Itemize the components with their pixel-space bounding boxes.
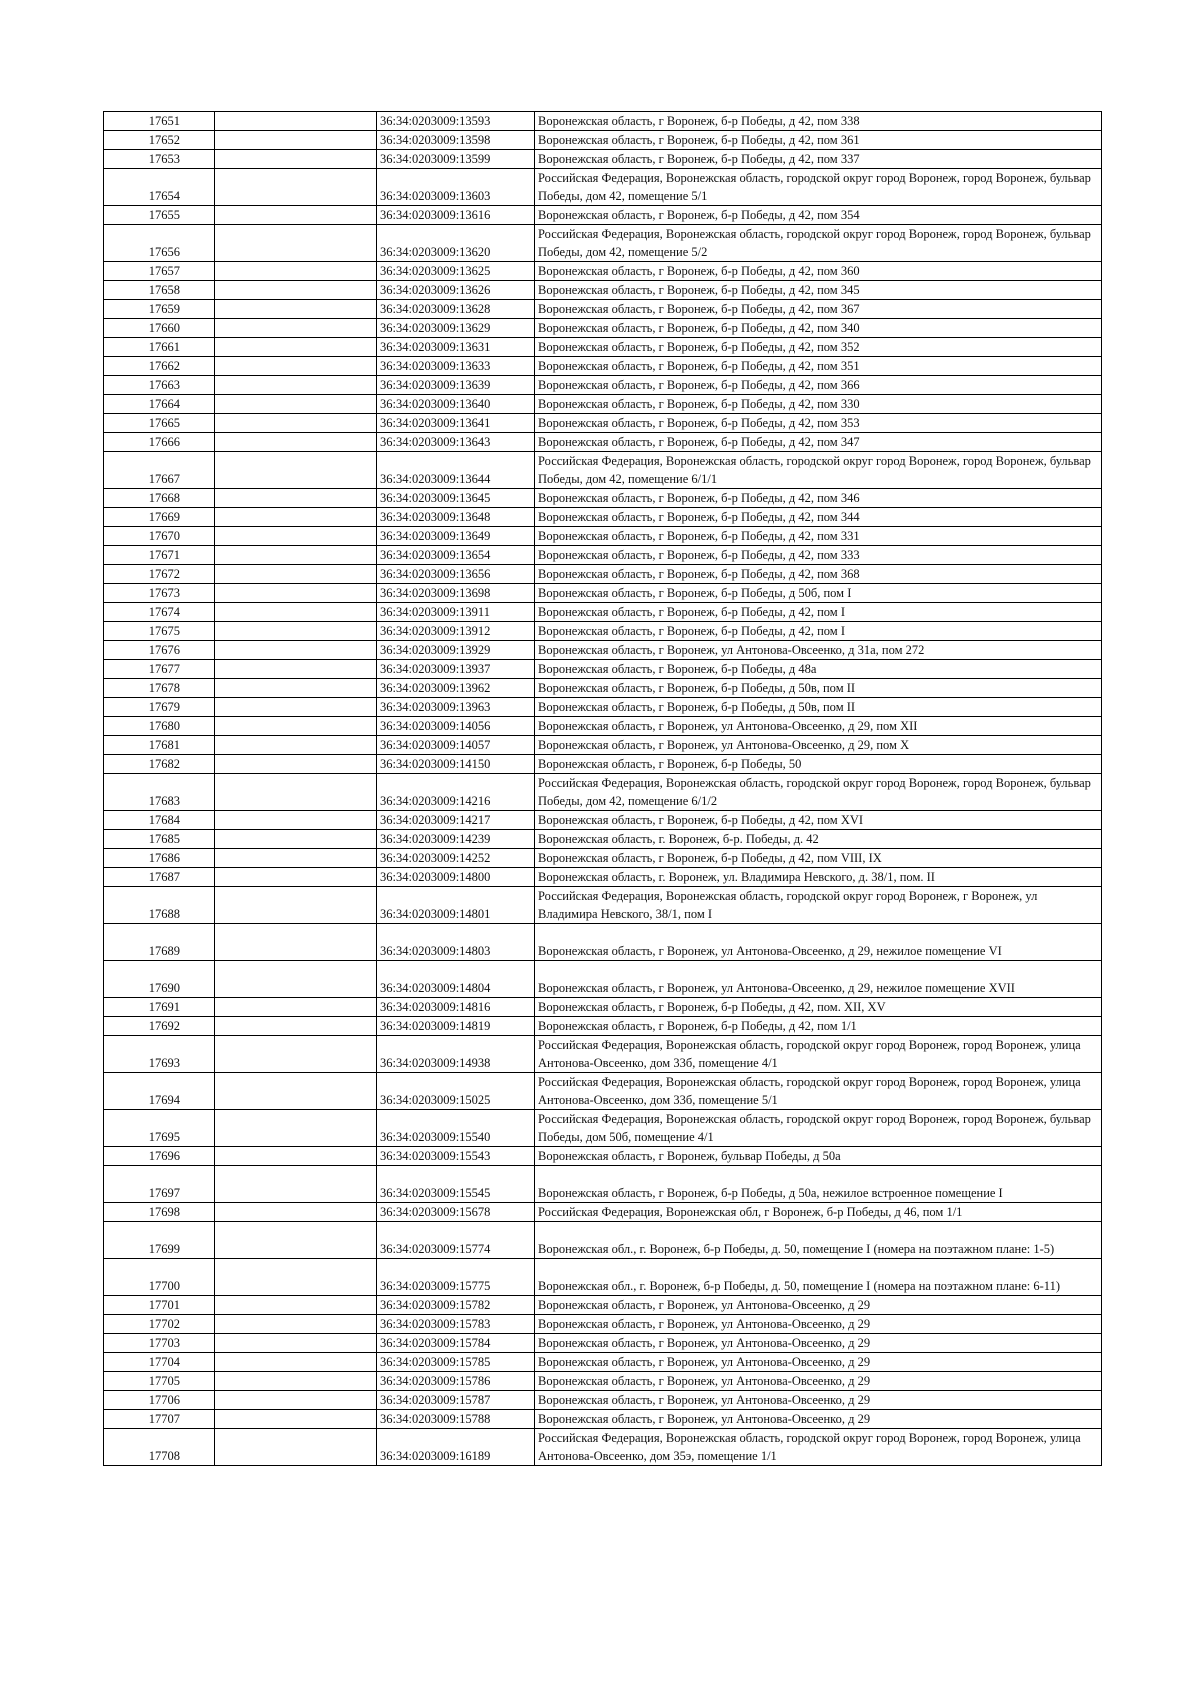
cadastral-number-cell: 36:34:0203009:14217 [377, 811, 535, 830]
cadastral-number-cell: 36:34:0203009:13625 [377, 262, 535, 281]
row-number-cell: 17666 [104, 433, 215, 452]
cadastral-number-cell: 36:34:0203009:13649 [377, 527, 535, 546]
empty-cell [215, 206, 377, 225]
cadastral-number-cell: 36:34:0203009:13645 [377, 489, 535, 508]
address-cell: Воронежская область, г Воронеж, бульвар Победы, д 50а [535, 1147, 1102, 1166]
row-number-cell: 17694 [104, 1073, 215, 1110]
cadastral-number-cell: 36:34:0203009:15786 [377, 1372, 535, 1391]
table-row [104, 150, 1102, 169]
address-cell: Воронежская область, г Воронеж, б-р Победы, д 42, пом 340 [535, 319, 1102, 338]
table-row [104, 736, 1102, 755]
cadastral-number-cell: 36:34:0203009:13639 [377, 376, 535, 395]
row-number-cell: 17653 [104, 150, 215, 169]
table-row [104, 830, 1102, 849]
address-cell: Воронежская область, г Воронеж, б-р Победы, д 48а [535, 660, 1102, 679]
cadastral-number-cell: 36:34:0203009:13628 [377, 300, 535, 319]
table-row [104, 924, 1102, 961]
cadastral-number-cell: 36:34:0203009:13603 [377, 169, 535, 206]
table-row [104, 1036, 1102, 1073]
address-cell: Воронежская область, г Воронеж, б-р Победы, д 42, пом 353 [535, 414, 1102, 433]
table-row [104, 1391, 1102, 1410]
row-number-cell: 17659 [104, 300, 215, 319]
empty-cell [215, 811, 377, 830]
row-number-cell: 17683 [104, 774, 215, 811]
cadastral-number-cell: 36:34:0203009:13937 [377, 660, 535, 679]
empty-cell [215, 774, 377, 811]
table-row [104, 262, 1102, 281]
address-cell: Воронежская область, г Воронеж, б-р Победы, д 42, пом 337 [535, 150, 1102, 169]
empty-cell [215, 225, 377, 262]
cadastral-number-cell: 36:34:0203009:13633 [377, 357, 535, 376]
empty-cell [215, 489, 377, 508]
cadastral-number-cell: 36:34:0203009:15787 [377, 1391, 535, 1410]
row-number-cell: 17655 [104, 206, 215, 225]
table-row [104, 452, 1102, 489]
address-cell: Российская Федерация, Воронежская область, городской округ город Воронеж, город Воронеж, улица Антонова-Овсеенко, дом 33б, помещение 4/1 [535, 1036, 1102, 1073]
empty-cell [215, 508, 377, 527]
row-number-cell: 17670 [104, 527, 215, 546]
address-cell: Воронежская область, г Воронеж, ул Антонова-Овсеенко, д 29 [535, 1391, 1102, 1410]
address-cell: Российская Федерация, Воронежская область, городской округ город Воронеж, город Воронеж, бульвар Победы, дом 42, помещение 6/1/2 [535, 774, 1102, 811]
cadastral-number-cell: 36:34:0203009:13631 [377, 338, 535, 357]
cadastral-number-cell: 36:34:0203009:14801 [377, 887, 535, 924]
row-number-cell: 17700 [104, 1259, 215, 1296]
row-number-cell: 17706 [104, 1391, 215, 1410]
empty-cell [215, 698, 377, 717]
cadastral-number-cell: 36:34:0203009:13962 [377, 679, 535, 698]
table-row [104, 1372, 1102, 1391]
row-number-cell: 17657 [104, 262, 215, 281]
address-cell: Воронежская область, г. Воронеж, б-р. Победы, д. 42 [535, 830, 1102, 849]
row-number-cell: 17685 [104, 830, 215, 849]
row-number-cell: 17667 [104, 452, 215, 489]
cadastral-number-cell: 36:34:0203009:13620 [377, 225, 535, 262]
address-cell: Воронежская область, г Воронеж, б-р Победы, д 42, пом 361 [535, 131, 1102, 150]
row-number-cell: 17703 [104, 1334, 215, 1353]
row-number-cell: 17665 [104, 414, 215, 433]
address-cell: Воронежская область, г Воронеж, ул Антонова-Овсеенко, д 29 [535, 1410, 1102, 1429]
table-row [104, 169, 1102, 206]
table-row [104, 1203, 1102, 1222]
cadastral-number-cell: 36:34:0203009:13644 [377, 452, 535, 489]
cadastral-number-cell: 36:34:0203009:14800 [377, 868, 535, 887]
table-row [104, 1017, 1102, 1036]
row-number-cell: 17656 [104, 225, 215, 262]
empty-cell [215, 338, 377, 357]
row-number-cell: 17681 [104, 736, 215, 755]
table-row [104, 660, 1102, 679]
address-cell: Воронежская обл., г. Воронеж, б-р Победы, д. 50, помещение I (номера на поэтажном плане: 6-11) [535, 1259, 1102, 1296]
empty-cell [215, 622, 377, 641]
address-cell: Воронежская область, г Воронеж, б-р Победы, д 42, пом. XII, XV [535, 998, 1102, 1017]
empty-cell [215, 527, 377, 546]
row-number-cell: 17686 [104, 849, 215, 868]
empty-cell [215, 736, 377, 755]
table-row [104, 1429, 1102, 1466]
address-cell: Воронежская область, г Воронеж, б-р Победы, д 50б, пом I [535, 584, 1102, 603]
address-cell: Российская Федерация, Воронежская область, городской округ город Воронеж, город Воронеж, бульвар Победы, дом 42, помещение 5/1 [535, 169, 1102, 206]
empty-cell [215, 924, 377, 961]
cadastral-number-cell: 36:34:0203009:15774 [377, 1222, 535, 1259]
empty-cell [215, 1296, 377, 1315]
cadastral-number-cell: 36:34:0203009:14938 [377, 1036, 535, 1073]
empty-cell [215, 414, 377, 433]
empty-cell [215, 961, 377, 998]
address-cell: Воронежская область, г Воронеж, б-р Победы, д 42, пом VIII, IX [535, 849, 1102, 868]
address-cell: Воронежская область, г Воронеж, ул Антонова-Овсеенко, д 29 [535, 1296, 1102, 1315]
address-cell: Воронежская область, г Воронеж, б-р Победы, д 50в, пом II [535, 679, 1102, 698]
table-row [104, 603, 1102, 622]
empty-cell [215, 1166, 377, 1203]
empty-cell [215, 1147, 377, 1166]
cadastral-number-cell: 36:34:0203009:13654 [377, 546, 535, 565]
row-number-cell: 17673 [104, 584, 215, 603]
table-row [104, 527, 1102, 546]
address-cell: Воронежская область, г Воронеж, б-р Победы, д 42, пом 351 [535, 357, 1102, 376]
row-number-cell: 17661 [104, 338, 215, 357]
address-cell: Воронежская область, г Воронеж, ул Антонова-Овсеенко, д 29, пом XII [535, 717, 1102, 736]
address-cell: Российская Федерация, Воронежская область, городской округ город Воронеж, город Воронеж, бульвар Победы, дом 42, помещение 6/1/1 [535, 452, 1102, 489]
table-row [104, 998, 1102, 1017]
empty-cell [215, 452, 377, 489]
address-cell: Воронежская область, г Воронеж, б-р Победы, д 42, пом 346 [535, 489, 1102, 508]
address-cell: Воронежская область, г Воронеж, б-р Победы, д 50а, нежилое встроенное помещение I [535, 1166, 1102, 1203]
empty-cell [215, 319, 377, 338]
empty-cell [215, 1036, 377, 1073]
table-row [104, 849, 1102, 868]
empty-cell [215, 1017, 377, 1036]
row-number-cell: 17674 [104, 603, 215, 622]
empty-cell [215, 830, 377, 849]
address-cell: Воронежская область, г Воронеж, б-р Победы, д 42, пом 367 [535, 300, 1102, 319]
address-cell: Воронежская область, г Воронеж, ул Антонова-Овсеенко, д 29 [535, 1315, 1102, 1334]
cadastral-number-cell: 36:34:0203009:15540 [377, 1110, 535, 1147]
table-row [104, 546, 1102, 565]
empty-cell [215, 1391, 377, 1410]
address-cell: Воронежская область, г Воронеж, б-р Победы, д 42, пом 366 [535, 376, 1102, 395]
row-number-cell: 17697 [104, 1166, 215, 1203]
registry-table-body [104, 112, 1102, 1466]
empty-cell [215, 433, 377, 452]
empty-cell [215, 169, 377, 206]
cadastral-number-cell: 36:34:0203009:13626 [377, 281, 535, 300]
row-number-cell: 17675 [104, 622, 215, 641]
row-number-cell: 17676 [104, 641, 215, 660]
address-cell: Воронежская область, г Воронеж, б-р Победы, д 42, пом 1/1 [535, 1017, 1102, 1036]
row-number-cell: 17664 [104, 395, 215, 414]
empty-cell [215, 1073, 377, 1110]
empty-cell [215, 262, 377, 281]
row-number-cell: 17698 [104, 1203, 215, 1222]
address-cell: Воронежская область, г Воронеж, б-р Победы, д 42, пом 344 [535, 508, 1102, 527]
row-number-cell: 17704 [104, 1353, 215, 1372]
empty-cell [215, 1372, 377, 1391]
cadastral-number-cell: 36:34:0203009:14150 [377, 755, 535, 774]
empty-cell [215, 1334, 377, 1353]
table-row [104, 281, 1102, 300]
row-number-cell: 17708 [104, 1429, 215, 1466]
address-cell: Воронежская область, г Воронеж, б-р Победы, 50 [535, 755, 1102, 774]
table-row [104, 774, 1102, 811]
table-row [104, 887, 1102, 924]
cadastral-number-cell: 36:34:0203009:13911 [377, 603, 535, 622]
table-row [104, 868, 1102, 887]
cadastral-number-cell: 36:34:0203009:15545 [377, 1166, 535, 1203]
table-row [104, 755, 1102, 774]
address-cell: Воронежская область, г Воронеж, б-р Победы, д 42, пом 331 [535, 527, 1102, 546]
row-number-cell: 17687 [104, 868, 215, 887]
row-number-cell: 17652 [104, 131, 215, 150]
table-row [104, 131, 1102, 150]
empty-cell [215, 1259, 377, 1296]
address-cell: Воронежская область, г Воронеж, ул Антонова-Овсеенко, д 29, нежилое помещение VI [535, 924, 1102, 961]
row-number-cell: 17654 [104, 169, 215, 206]
empty-cell [215, 660, 377, 679]
empty-cell [215, 603, 377, 622]
cadastral-number-cell: 36:34:0203009:13640 [377, 395, 535, 414]
table-row [104, 225, 1102, 262]
table-row [104, 300, 1102, 319]
row-number-cell: 17677 [104, 660, 215, 679]
address-cell: Воронежская область, г Воронеж, ул Антонова-Овсеенко, д 29, пом X [535, 736, 1102, 755]
cadastral-number-cell: 36:34:0203009:13593 [377, 112, 535, 131]
table-row [104, 508, 1102, 527]
empty-cell [215, 376, 377, 395]
cadastral-number-cell: 36:34:0203009:15788 [377, 1410, 535, 1429]
table-row [104, 584, 1102, 603]
empty-cell [215, 584, 377, 603]
cadastral-number-cell: 36:34:0203009:15543 [377, 1147, 535, 1166]
table-row [104, 1147, 1102, 1166]
row-number-cell: 17669 [104, 508, 215, 527]
row-number-cell: 17699 [104, 1222, 215, 1259]
empty-cell [215, 395, 377, 414]
empty-cell [215, 546, 377, 565]
cadastral-number-cell: 36:34:0203009:13912 [377, 622, 535, 641]
cadastral-number-cell: 36:34:0203009:15678 [377, 1203, 535, 1222]
table-row [104, 1110, 1102, 1147]
address-cell: Воронежская область, г Воронеж, ул Антонова-Овсеенко, д 29 [535, 1372, 1102, 1391]
row-number-cell: 17693 [104, 1036, 215, 1073]
row-number-cell: 17660 [104, 319, 215, 338]
empty-cell [215, 300, 377, 319]
empty-cell [215, 1410, 377, 1429]
empty-cell [215, 679, 377, 698]
empty-cell [215, 887, 377, 924]
table-row [104, 319, 1102, 338]
empty-cell [215, 641, 377, 660]
empty-cell [215, 998, 377, 1017]
address-cell: Воронежская область, г Воронеж, ул Антонова-Овсеенко, д 29 [535, 1334, 1102, 1353]
row-number-cell: 17692 [104, 1017, 215, 1036]
cadastral-number-cell: 36:34:0203009:13963 [377, 698, 535, 717]
cadastral-number-cell: 36:34:0203009:14056 [377, 717, 535, 736]
cadastral-number-cell: 36:34:0203009:15782 [377, 1296, 535, 1315]
empty-cell [215, 755, 377, 774]
table-row [104, 1166, 1102, 1203]
row-number-cell: 17682 [104, 755, 215, 774]
table-row [104, 622, 1102, 641]
address-cell: Воронежская область, г Воронеж, б-р Победы, д 42, пом 354 [535, 206, 1102, 225]
empty-cell [215, 1222, 377, 1259]
row-number-cell: 17671 [104, 546, 215, 565]
address-cell: Воронежская область, г Воронеж, б-р Победы, д 42, пом 347 [535, 433, 1102, 452]
cadastral-number-cell: 36:34:0203009:15025 [377, 1073, 535, 1110]
address-cell: Российская Федерация, Воронежская область, городской округ город Воронеж, город Воронеж, бульвар Победы, дом 42, помещение 5/2 [535, 225, 1102, 262]
table-row [104, 112, 1102, 131]
row-number-cell: 17707 [104, 1410, 215, 1429]
cadastral-number-cell: 36:34:0203009:13648 [377, 508, 535, 527]
address-cell: Воронежская область, г Воронеж, б-р Победы, д 42, пом I [535, 603, 1102, 622]
empty-cell [215, 1429, 377, 1466]
row-number-cell: 17695 [104, 1110, 215, 1147]
row-number-cell: 17679 [104, 698, 215, 717]
address-cell: Воронежская обл., г. Воронеж, б-р Победы, д. 50, помещение I (номера на поэтажном плане: 1-5) [535, 1222, 1102, 1259]
row-number-cell: 17705 [104, 1372, 215, 1391]
address-cell: Воронежская область, г Воронеж, б-р Победы, д 42, пом XVI [535, 811, 1102, 830]
row-number-cell: 17691 [104, 998, 215, 1017]
empty-cell [215, 1353, 377, 1372]
row-number-cell: 17651 [104, 112, 215, 131]
table-row [104, 1315, 1102, 1334]
empty-cell [215, 1203, 377, 1222]
cadastral-number-cell: 36:34:0203009:16189 [377, 1429, 535, 1466]
row-number-cell: 17684 [104, 811, 215, 830]
address-cell: Воронежская область, г Воронеж, б-р Победы, д 42, пом I [535, 622, 1102, 641]
empty-cell [215, 150, 377, 169]
cadastral-number-cell: 36:34:0203009:13616 [377, 206, 535, 225]
empty-cell [215, 849, 377, 868]
row-number-cell: 17689 [104, 924, 215, 961]
cadastral-number-cell: 36:34:0203009:13929 [377, 641, 535, 660]
address-cell: Воронежская область, г Воронеж, б-р Победы, д 42, пом 333 [535, 546, 1102, 565]
cadastral-number-cell: 36:34:0203009:13599 [377, 150, 535, 169]
address-cell: Российская Федерация, Воронежская область, городской округ город Воронеж, город Воронеж, улица Антонова-Овсеенко, дом 33б, помещение 5/1 [535, 1073, 1102, 1110]
empty-cell [215, 281, 377, 300]
table-row [104, 414, 1102, 433]
empty-cell [215, 1110, 377, 1147]
row-number-cell: 17702 [104, 1315, 215, 1334]
table-row [104, 376, 1102, 395]
cadastral-number-cell: 36:34:0203009:13698 [377, 584, 535, 603]
address-cell: Воронежская область, г Воронеж, ул Антонова-Овсеенко, д 29, нежилое помещение XVII [535, 961, 1102, 998]
empty-cell [215, 1315, 377, 1334]
address-cell: Российская Федерация, Воронежская область, городской округ город Воронеж, г Воронеж, ул Владимира Невского, 38/1, пом I [535, 887, 1102, 924]
cadastral-number-cell: 36:34:0203009:13629 [377, 319, 535, 338]
address-cell: Воронежская область, г. Воронеж, ул. Владимира Невского, д. 38/1, пом. II [535, 868, 1102, 887]
cadastral-number-cell: 36:34:0203009:13641 [377, 414, 535, 433]
empty-cell [215, 717, 377, 736]
cadastral-number-cell: 36:34:0203009:13656 [377, 565, 535, 584]
table-row [104, 811, 1102, 830]
row-number-cell: 17672 [104, 565, 215, 584]
cadastral-number-cell: 36:34:0203009:14252 [377, 849, 535, 868]
row-number-cell: 17668 [104, 489, 215, 508]
table-row [104, 1334, 1102, 1353]
cadastral-number-cell: 36:34:0203009:14804 [377, 961, 535, 998]
cadastral-number-cell: 36:34:0203009:15785 [377, 1353, 535, 1372]
cadastral-number-cell: 36:34:0203009:14216 [377, 774, 535, 811]
address-cell: Воронежская область, г Воронеж, б-р Победы, д 42, пом 360 [535, 262, 1102, 281]
cadastral-number-cell: 36:34:0203009:15784 [377, 1334, 535, 1353]
address-cell: Воронежская область, г Воронеж, б-р Победы, д 42, пом 368 [535, 565, 1102, 584]
row-number-cell: 17678 [104, 679, 215, 698]
row-number-cell: 17663 [104, 376, 215, 395]
address-cell: Воронежская область, г Воронеж, б-р Победы, д 50в, пом II [535, 698, 1102, 717]
address-cell: Воронежская область, г Воронеж, б-р Победы, д 42, пом 330 [535, 395, 1102, 414]
empty-cell [215, 131, 377, 150]
cadastral-number-cell: 36:34:0203009:15775 [377, 1259, 535, 1296]
row-number-cell: 17696 [104, 1147, 215, 1166]
table-row [104, 565, 1102, 584]
address-cell: Российская Федерация, Воронежская обл, г Воронеж, б-р Победы, д 46, пом 1/1 [535, 1203, 1102, 1222]
cadastral-number-cell: 36:34:0203009:14239 [377, 830, 535, 849]
cadastral-number-cell: 36:34:0203009:13598 [377, 131, 535, 150]
table-row [104, 641, 1102, 660]
cadastral-number-cell: 36:34:0203009:13643 [377, 433, 535, 452]
table-row [104, 1073, 1102, 1110]
table-row [104, 1410, 1102, 1429]
table-row [104, 1296, 1102, 1315]
table-row [104, 489, 1102, 508]
cadastral-registry-table [103, 111, 1102, 1466]
empty-cell [215, 565, 377, 584]
cadastral-number-cell: 36:34:0203009:15783 [377, 1315, 535, 1334]
address-cell: Российская Федерация, Воронежская область, городской округ город Воронеж, город Воронеж, бульвар Победы, дом 50б, помещение 4/1 [535, 1110, 1102, 1147]
table-row [104, 1259, 1102, 1296]
address-cell: Воронежская область, г Воронеж, б-р Победы, д 42, пом 345 [535, 281, 1102, 300]
cadastral-number-cell: 36:34:0203009:14803 [377, 924, 535, 961]
table-row [104, 433, 1102, 452]
row-number-cell: 17688 [104, 887, 215, 924]
table-row [104, 357, 1102, 376]
table-row [104, 717, 1102, 736]
table-row [104, 698, 1102, 717]
table-row [104, 1353, 1102, 1372]
empty-cell [215, 357, 377, 376]
table-row [104, 679, 1102, 698]
table-row [104, 206, 1102, 225]
cadastral-number-cell: 36:34:0203009:14819 [377, 1017, 535, 1036]
table-row [104, 338, 1102, 357]
cadastral-number-cell: 36:34:0203009:14816 [377, 998, 535, 1017]
empty-cell [215, 868, 377, 887]
address-cell: Воронежская область, г Воронеж, б-р Победы, д 42, пом 352 [535, 338, 1102, 357]
address-cell: Российская Федерация, Воронежская область, городской округ город Воронеж, город Воронеж, улица Антонова-Овсеенко, дом 35э, помещение 1/1 [535, 1429, 1102, 1466]
cadastral-number-cell: 36:34:0203009:14057 [377, 736, 535, 755]
empty-cell [215, 112, 377, 131]
table-row [104, 961, 1102, 998]
row-number-cell: 17662 [104, 357, 215, 376]
table-row [104, 1222, 1102, 1259]
row-number-cell: 17658 [104, 281, 215, 300]
row-number-cell: 17701 [104, 1296, 215, 1315]
row-number-cell: 17690 [104, 961, 215, 998]
row-number-cell: 17680 [104, 717, 215, 736]
table-row [104, 395, 1102, 414]
address-cell: Воронежская область, г Воронеж, ул Антонова-Овсеенко, д 29 [535, 1353, 1102, 1372]
address-cell: Воронежская область, г Воронеж, б-р Победы, д 42, пом 338 [535, 112, 1102, 131]
address-cell: Воронежская область, г Воронеж, ул Антонова-Овсеенко, д 31а, пом 272 [535, 641, 1102, 660]
